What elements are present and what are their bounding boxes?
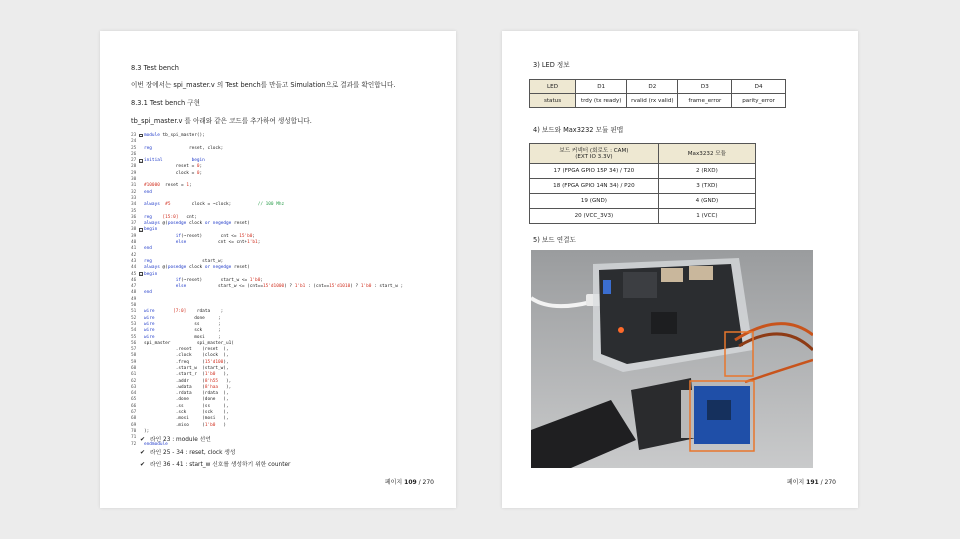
line-number: 31 <box>131 183 137 189</box>
pinmap-header-cell: Max3232 모듈 <box>658 144 755 164</box>
code-token <box>152 215 163 220</box>
code-token: .freq ( <box>144 359 205 365</box>
page-number <box>787 477 836 486</box>
line-number: 36 <box>131 214 137 220</box>
code-token: always <box>144 221 160 227</box>
line-number: 32 <box>131 189 137 195</box>
code-listing <box>131 133 441 448</box>
code-token: #5 <box>165 202 171 208</box>
code-token: 0 <box>196 170 200 176</box>
code-token: : start_w ; <box>371 284 404 290</box>
line-number: 49 <box>131 296 137 302</box>
code-token: initial <box>144 158 163 164</box>
code-token: .mosi (mosi ), <box>144 416 229 422</box>
line-number: 51 <box>131 309 137 315</box>
code-token: .done (done ), <box>144 397 229 403</box>
line-number: 68 <box>131 416 137 422</box>
checkmark-icon: ✔ <box>140 461 146 468</box>
pinmap-row <box>530 209 756 224</box>
line-number: 62 <box>131 378 137 384</box>
line-number: 71 <box>131 435 137 441</box>
code-token: else <box>175 284 187 290</box>
line-number: 35 <box>131 208 137 214</box>
code-token: .sck (sck ), <box>144 410 229 416</box>
code-token: reg <box>144 258 152 264</box>
code-token <box>155 309 174 314</box>
led-header-cell: D2 <box>627 80 678 94</box>
line-number: 60 <box>131 365 137 371</box>
page-label: 페이지 <box>786 479 805 486</box>
code-token: @( <box>159 265 168 271</box>
right-document-page <box>502 31 858 508</box>
code-token: reset) <box>231 221 250 227</box>
code-token: spi_master spi_master_u1( <box>144 340 234 346</box>
line-number: 59 <box>131 359 137 365</box>
page-label: 페이지 <box>384 479 403 486</box>
code-token: begin <box>144 227 158 233</box>
line-number: 48 <box>131 290 137 296</box>
led-table-status-row <box>530 94 786 108</box>
line-number: 70 <box>131 428 137 434</box>
code-token: wire <box>144 334 155 340</box>
code-token: 1'b0 <box>204 422 216 428</box>
line-number: 28 <box>131 164 137 170</box>
subsection-heading: 8.3.1 Test bench 구현 <box>131 99 201 107</box>
code-token: wire <box>144 321 155 327</box>
line-number: 30 <box>131 177 137 183</box>
code-token: tb_spi_master(); <box>159 133 205 138</box>
code-token: wire <box>144 328 155 334</box>
line-number: 54 <box>131 328 137 334</box>
code-token: ), <box>215 372 229 378</box>
code-token: 1'b0 <box>204 372 216 378</box>
code-token: ); <box>144 428 150 434</box>
code-token: .reset (reset ), <box>144 347 229 353</box>
code-token: [15:0] <box>162 214 179 220</box>
bullet-text: 라인 25 - 34 : reset, clock 생성 <box>150 449 236 456</box>
code-token: reset = <box>159 183 187 189</box>
code-token: .start_r ( <box>144 372 205 378</box>
code-token: mosi ; <box>154 334 221 340</box>
pinmap-cell: 2 (RXD) <box>658 164 755 179</box>
code-token <box>144 284 176 289</box>
line-number: 43 <box>131 258 137 264</box>
code-token: 1'b0 <box>249 277 261 283</box>
code-token: done ; <box>154 315 221 321</box>
line-number: 39 <box>131 233 137 239</box>
code-token: (~reset) cnt <= <box>181 233 240 239</box>
code-token: ; <box>252 233 256 239</box>
code-token: negedge <box>212 221 232 227</box>
pinmap-table <box>529 143 756 224</box>
connection-heading: 5) 보드 연결도 <box>533 236 576 244</box>
pinmap-row <box>530 164 756 179</box>
board-connector <box>689 266 713 280</box>
led-header-cell: D1 <box>576 80 627 94</box>
page-total: / 270 <box>820 479 836 486</box>
code-token: ), <box>223 359 229 365</box>
code-token: // 100 Mhz <box>257 202 285 208</box>
pinmap-header-line: (EXT IO 3.3V) <box>575 153 613 160</box>
pinmap-row <box>530 194 756 209</box>
line-number: 40 <box>131 240 137 246</box>
board-chip <box>623 272 657 298</box>
line-number: 61 <box>131 372 137 378</box>
code-token: .rdata (rdata ), <box>144 391 229 397</box>
code-token: endmodule <box>144 441 168 447</box>
code-token: else <box>175 240 187 246</box>
line-number: 46 <box>131 277 137 283</box>
code-token: (~reset) start_w <= <box>181 277 250 283</box>
code-token: ss ; <box>154 321 221 327</box>
code-token: always <box>144 202 160 208</box>
code-token: .start_w (start_w), <box>144 365 229 371</box>
code-token: cnt; <box>178 214 197 220</box>
fold-toggle-icon: − <box>140 272 142 277</box>
code-token: rdata ; <box>186 309 224 315</box>
page-current: 191 <box>806 479 819 486</box>
line-number: 26 <box>131 151 137 157</box>
code-token: cnt <= cnt+ <box>186 240 248 246</box>
code-token: clock = ~clock; <box>170 202 258 208</box>
page-number <box>385 477 434 486</box>
line-number: 67 <box>131 410 137 416</box>
code-token: 0 <box>196 164 200 170</box>
board-connection-photo <box>531 250 813 468</box>
line-number: 37 <box>131 221 137 227</box>
code-token: reset) <box>231 265 250 271</box>
led-status-cell: status <box>530 94 576 108</box>
code-token: posedge <box>167 221 187 227</box>
code-token: .miso ( <box>144 422 205 428</box>
code-token: start_w <= (cnt== <box>186 284 263 290</box>
code-token: begin <box>144 271 158 277</box>
pinmap-cell: 3 (TXD) <box>658 179 755 194</box>
code-token: 15'b0 <box>239 233 253 239</box>
code-token: posedge <box>167 265 187 271</box>
code-token: .wdata ( <box>144 384 205 390</box>
blue-leds <box>603 280 611 294</box>
code-token: [7:0] <box>173 309 187 315</box>
fpga-chip <box>651 312 677 334</box>
page-current: 109 <box>404 479 417 486</box>
code-token: 15'd1010 <box>329 284 351 290</box>
fold-toggle-icon: − <box>140 133 142 138</box>
pinmap-cell: 1 (VCC) <box>658 209 755 224</box>
led-header-cell: D3 <box>678 80 732 94</box>
code-token: clock = <box>144 170 197 176</box>
code-token: reset = <box>144 164 197 170</box>
code-token: wire <box>144 309 155 315</box>
code-token: 8'haa <box>204 384 219 390</box>
code-token: reg <box>144 145 152 151</box>
code-token: end <box>144 290 152 296</box>
code-token: ; <box>257 240 261 246</box>
code-token <box>144 278 176 283</box>
code-token: module <box>144 133 160 138</box>
code-token: #10000 <box>144 183 160 189</box>
code-token: ; <box>199 164 203 170</box>
code-token: ), <box>218 384 232 390</box>
code-token: ; <box>188 183 192 189</box>
code-token: or <box>204 265 211 271</box>
code-token: ) <box>215 422 226 428</box>
code-token: clock <box>186 221 205 227</box>
line-number: 58 <box>131 353 137 359</box>
code-token: 1'b1 <box>294 284 306 290</box>
checkmark-icon: ✔ <box>140 436 146 443</box>
line-number: 50 <box>131 303 137 309</box>
pinmap-header-line: 보드 커넥터 (회로도 : CAM) <box>559 147 629 154</box>
code-token: start_w; <box>151 258 224 264</box>
code-token: 1'b0 <box>360 284 372 290</box>
line-number: 56 <box>131 340 137 346</box>
pinmap-cell: 19 (GND) <box>530 194 659 209</box>
line-number: 38 <box>131 227 137 233</box>
code-token: 1 <box>186 183 189 189</box>
line-number: 53 <box>131 321 137 327</box>
code-token: or <box>204 221 211 227</box>
line-number: 47 <box>131 284 137 290</box>
code-token: .clock (clock ), <box>144 353 229 359</box>
code-token <box>144 234 176 239</box>
led-status-cell: rvalid (rx valid) <box>627 94 678 108</box>
line-number: 55 <box>131 334 137 340</box>
status-led <box>618 327 624 333</box>
line-number: 27 <box>131 158 137 164</box>
led-header-cell: LED <box>530 80 576 94</box>
code-token: ) ? <box>350 284 361 290</box>
line-number: 63 <box>131 384 137 390</box>
fold-toggle-icon: − <box>140 228 142 233</box>
led-info-heading: 3) LED 정보 <box>533 61 570 69</box>
line-number: 23 <box>131 133 137 138</box>
checkmark-icon: ✔ <box>140 448 146 456</box>
code-token: 1'b1 <box>247 240 258 246</box>
line-number: 65 <box>131 397 137 403</box>
pinmap-cell: 18 (FPGA GPIO 14N 34) / P20 <box>530 179 659 194</box>
code-token: begin <box>191 158 205 164</box>
code-token: .ss (ss ), <box>144 403 229 409</box>
code-token: if <box>175 277 182 283</box>
bullet-text: 라인 36 - 41 : start_w 신호를 생성하기 위한 counter <box>150 462 291 468</box>
pinmap-cell: 4 (GND) <box>658 194 755 209</box>
line-number: 44 <box>131 265 137 271</box>
code-token: ; <box>260 277 263 283</box>
code-token <box>163 158 192 163</box>
db9-metal-shell <box>681 390 695 438</box>
line-number: 64 <box>131 391 137 397</box>
line-number: 29 <box>131 170 137 176</box>
code-token: negedge <box>212 265 232 271</box>
pinmap-row <box>530 179 756 194</box>
code-token: ; <box>199 170 203 176</box>
led-status-cell: trdy (tx ready) <box>576 94 627 108</box>
board-connector <box>661 268 683 282</box>
line-number: 34 <box>131 202 137 208</box>
code-token: sck ; <box>154 328 221 334</box>
led-status-cell: parity_error <box>732 94 786 108</box>
description-paragraph: tb_spi_master.v 를 아래와 같은 코드를 추가하여 생성합니다. <box>131 117 312 125</box>
intro-paragraph: 이번 장에서는 spi_master.v 의 Test bench를 만들고 Simulation으로 결과를 확인합니다. <box>131 81 396 89</box>
led-table <box>529 79 786 108</box>
pinmap-header-cell <box>530 144 659 164</box>
code-token: @( <box>159 221 168 227</box>
line-number: 45 <box>131 271 137 277</box>
code-token: end <box>144 246 152 252</box>
pinmap-header-row <box>530 144 756 164</box>
line-number: 24 <box>131 139 137 145</box>
code-token: if <box>175 233 182 239</box>
line-number: 41 <box>131 246 137 252</box>
code-token: .addr ( <box>144 378 205 384</box>
line-number: 57 <box>131 347 137 353</box>
pinmap-heading: 4) 보드와 Max3232 모듈 핀맵 <box>533 126 624 134</box>
code-token: : (cnt== <box>305 284 330 290</box>
line-number: 72 <box>131 441 137 447</box>
section-heading: 8.3 Test bench <box>131 64 179 72</box>
code-token: clock <box>186 265 205 271</box>
fold-toggle-icon: − <box>140 158 142 163</box>
code-token: 15'd100 <box>204 359 224 365</box>
max3232-chip <box>707 400 731 420</box>
line-number: 42 <box>131 252 137 258</box>
led-table-header-row <box>530 80 786 94</box>
left-document-page <box>100 31 456 508</box>
pinmap-cell: 20 (VCC_3V3) <box>530 209 659 224</box>
page-total: / 270 <box>418 479 434 486</box>
code-token: reset, clock; <box>151 145 224 151</box>
code-token: 15'd1000 <box>262 284 285 290</box>
bullet-text: 라인 23 : module 선언 <box>150 437 211 443</box>
led-status-cell: frame_error <box>678 94 732 108</box>
code-token <box>144 240 176 245</box>
code-token: reg <box>144 214 152 220</box>
code-token: ) ? <box>284 284 295 290</box>
led-header-cell: D4 <box>732 80 786 94</box>
code-token: wire <box>144 315 155 321</box>
line-number: 52 <box>131 315 137 321</box>
pinmap-cell: 17 (FPGA GPIO 15P 34) / T20 <box>530 164 659 179</box>
line-number: 69 <box>131 422 137 428</box>
code-token: always <box>144 265 160 271</box>
code-token: ), <box>218 378 232 384</box>
line-number: 25 <box>131 145 137 151</box>
code-token: 8'h55 <box>204 378 219 384</box>
line-number: 33 <box>131 195 137 201</box>
line-number: 66 <box>131 403 137 409</box>
code-token: end <box>144 189 152 195</box>
